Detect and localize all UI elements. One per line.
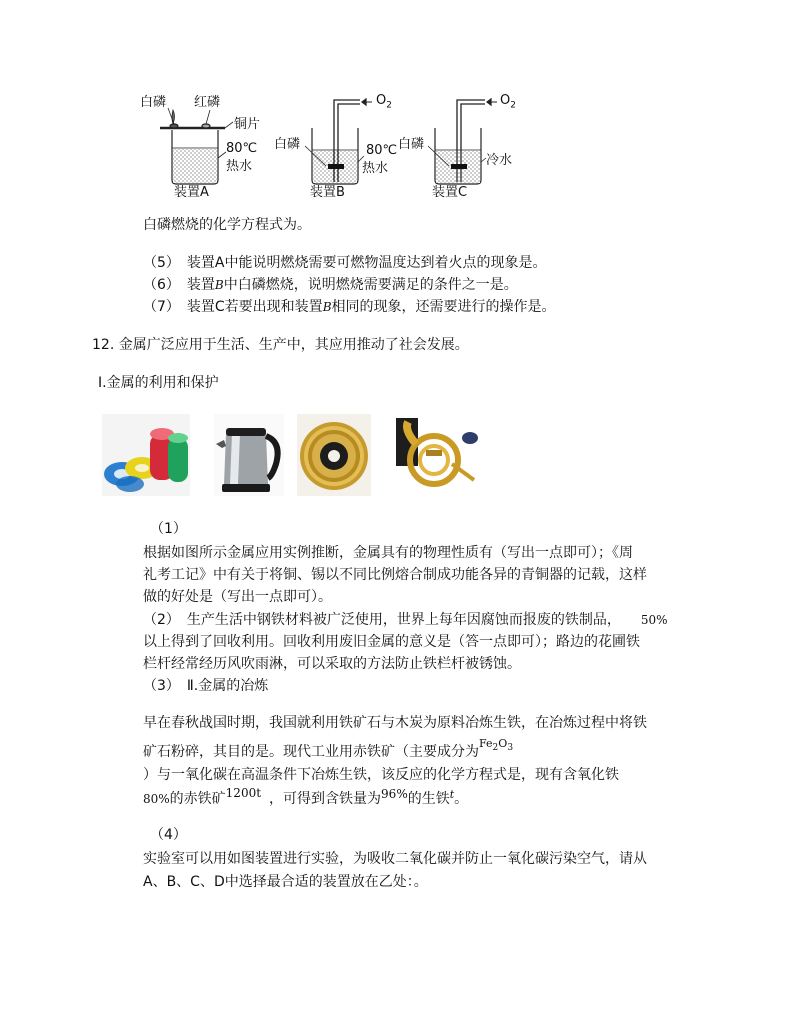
equation-prompt: 白磷燃烧的化学方程式为。 (143, 217, 311, 233)
combustion-apparatus-figure (130, 88, 530, 203)
q6-variable: B (214, 278, 224, 292)
q12-3-unit: t (449, 788, 455, 801)
question-5: （5） 装置A中能说明燃烧需要可燃物温度达到着火点的现象是。 (143, 255, 547, 271)
q12-3-line2-text: 矿石粉碎，其目的是。现代工业用赤铁矿（主要成分为 (143, 744, 479, 760)
device-a-water-label: 热水 (226, 159, 253, 174)
question-6 (143, 274, 518, 296)
q6-prefix: （6） 装置 (143, 277, 215, 293)
device-b-water-label: 热水 (362, 161, 389, 176)
device-c-water-label: 冷水 (486, 153, 513, 168)
device-c-o2-label (500, 90, 516, 117)
device-b-temp-label: 80℃ (366, 143, 398, 158)
question-12-1-line2: 礼考工记》中有关于将铜、锡以不同比例熔合制成功能各异的青铜器的记载，这样 (143, 567, 647, 583)
fe2o3-o: O (498, 737, 508, 750)
question-12-3-line3: ）与一氧化碳在高温条件下冶炼生铁，该反应的化学方程式是，现有含氧化铁 (143, 767, 619, 783)
device-b-white-p-label: 白磷 (274, 137, 301, 152)
device-c-o2-subscript: 2 (510, 100, 516, 111)
device-a-copper-label: 铜片 (234, 117, 261, 132)
device-a-white-p-label: 白磷 (140, 95, 167, 110)
q12-3-iron-percent: 96% (381, 787, 408, 801)
device-c-o2-symbol: O (500, 93, 511, 108)
q6-suffix: 中白磷燃烧，说明燃烧需要满足的条件之一是。 (223, 277, 518, 293)
fe2o3-fe: Fe (479, 737, 493, 750)
copper-wire-spool-image (297, 414, 371, 496)
q12-3-ore-percent: 80% (143, 792, 170, 806)
fe2o3-sub-3: 3 (507, 743, 514, 754)
question-12-2-line3: 栏杆经常经历风吹雨淋，可以采取的方法防止铁栏杆被锈蚀。 (143, 656, 521, 672)
q7-suffix: 相同的现象，还需要进行的操作是。 (331, 299, 556, 315)
question-12-4-line2: A、B、C、D中选择最合适的装置放在乙处：。 (143, 874, 428, 890)
section-1-heading: Ⅰ.金属的利用和保护 (98, 375, 219, 391)
kettle-image (214, 414, 284, 496)
wires-image (102, 414, 190, 496)
device-b-o2-symbol: O (376, 93, 387, 108)
device-c-caption: 装置C (432, 185, 468, 200)
question-12-title: 12. 金属广泛应用于生活、生产中，其应用推动了社会发展。 (92, 337, 469, 353)
device-a (160, 108, 233, 184)
horn-image (396, 414, 482, 496)
question-12-1-line1: 根据如图所示金属应用实例推断，金属具有的物理性质有（写出一点即可）；《周 (143, 545, 633, 561)
question-12-3-line4 (143, 788, 468, 811)
question-12-3-line1: 早在春秋战国时期，我国就利用铁矿石与木炭为原料冶炼生铁，在冶炼过程中将铁 (143, 715, 647, 731)
question-12-2-line2: 以上得到了回收利用。回收利用废旧金属的意义是（答一点即可）；路边的花圃铁 (143, 634, 640, 650)
q12-2-percent: 50% (640, 613, 668, 627)
question-12-4-line1: 实验室可以用如图装置进行实验，为吸收二氧化碳并防止一氧化碳污染空气，请从 (143, 851, 647, 867)
question-12-2-line1 (143, 609, 668, 631)
q12-3-iron-text: ，可得到含铁量为 (269, 791, 382, 807)
device-a-red-p-label: 红磷 (194, 95, 221, 110)
q7-variable: B (322, 300, 332, 314)
q12-3-ore-mass: 1200t (225, 786, 262, 800)
device-c-white-p-label: 白磷 (398, 137, 425, 152)
question-12-4-number: （4） (150, 827, 187, 843)
device-a-temp-label: 80℃ (226, 141, 258, 156)
fe2o3-formula (479, 737, 514, 754)
q12-3-pig-iron-text: 的生铁 (407, 791, 450, 807)
device-b-o2-label (376, 90, 392, 117)
device-b-o2-subscript: 2 (386, 100, 392, 111)
device-b-caption: 装置B (310, 185, 345, 200)
q12-3-ore-text: 的赤铁矿 (169, 791, 226, 807)
device-a-caption: 装置A (174, 185, 209, 200)
q12-2-text: （2） 生产生活中钢铁材料被广泛使用，世界上每年因腐蚀而报废的铁制品， (143, 612, 621, 628)
question-12-1-number: （1） (150, 521, 187, 537)
question-12-3-heading: （3） Ⅱ.金属的冶炼 (143, 678, 269, 694)
q7-prefix: （7） 装置C若要出现和装置 (143, 299, 323, 315)
q12-3-period: 。 (454, 791, 469, 807)
question-12-1-line3: 做的好处是（写出一点即可）。 (143, 589, 332, 605)
fe2o3-sub-2: 2 (492, 743, 499, 754)
question-7 (143, 296, 556, 318)
